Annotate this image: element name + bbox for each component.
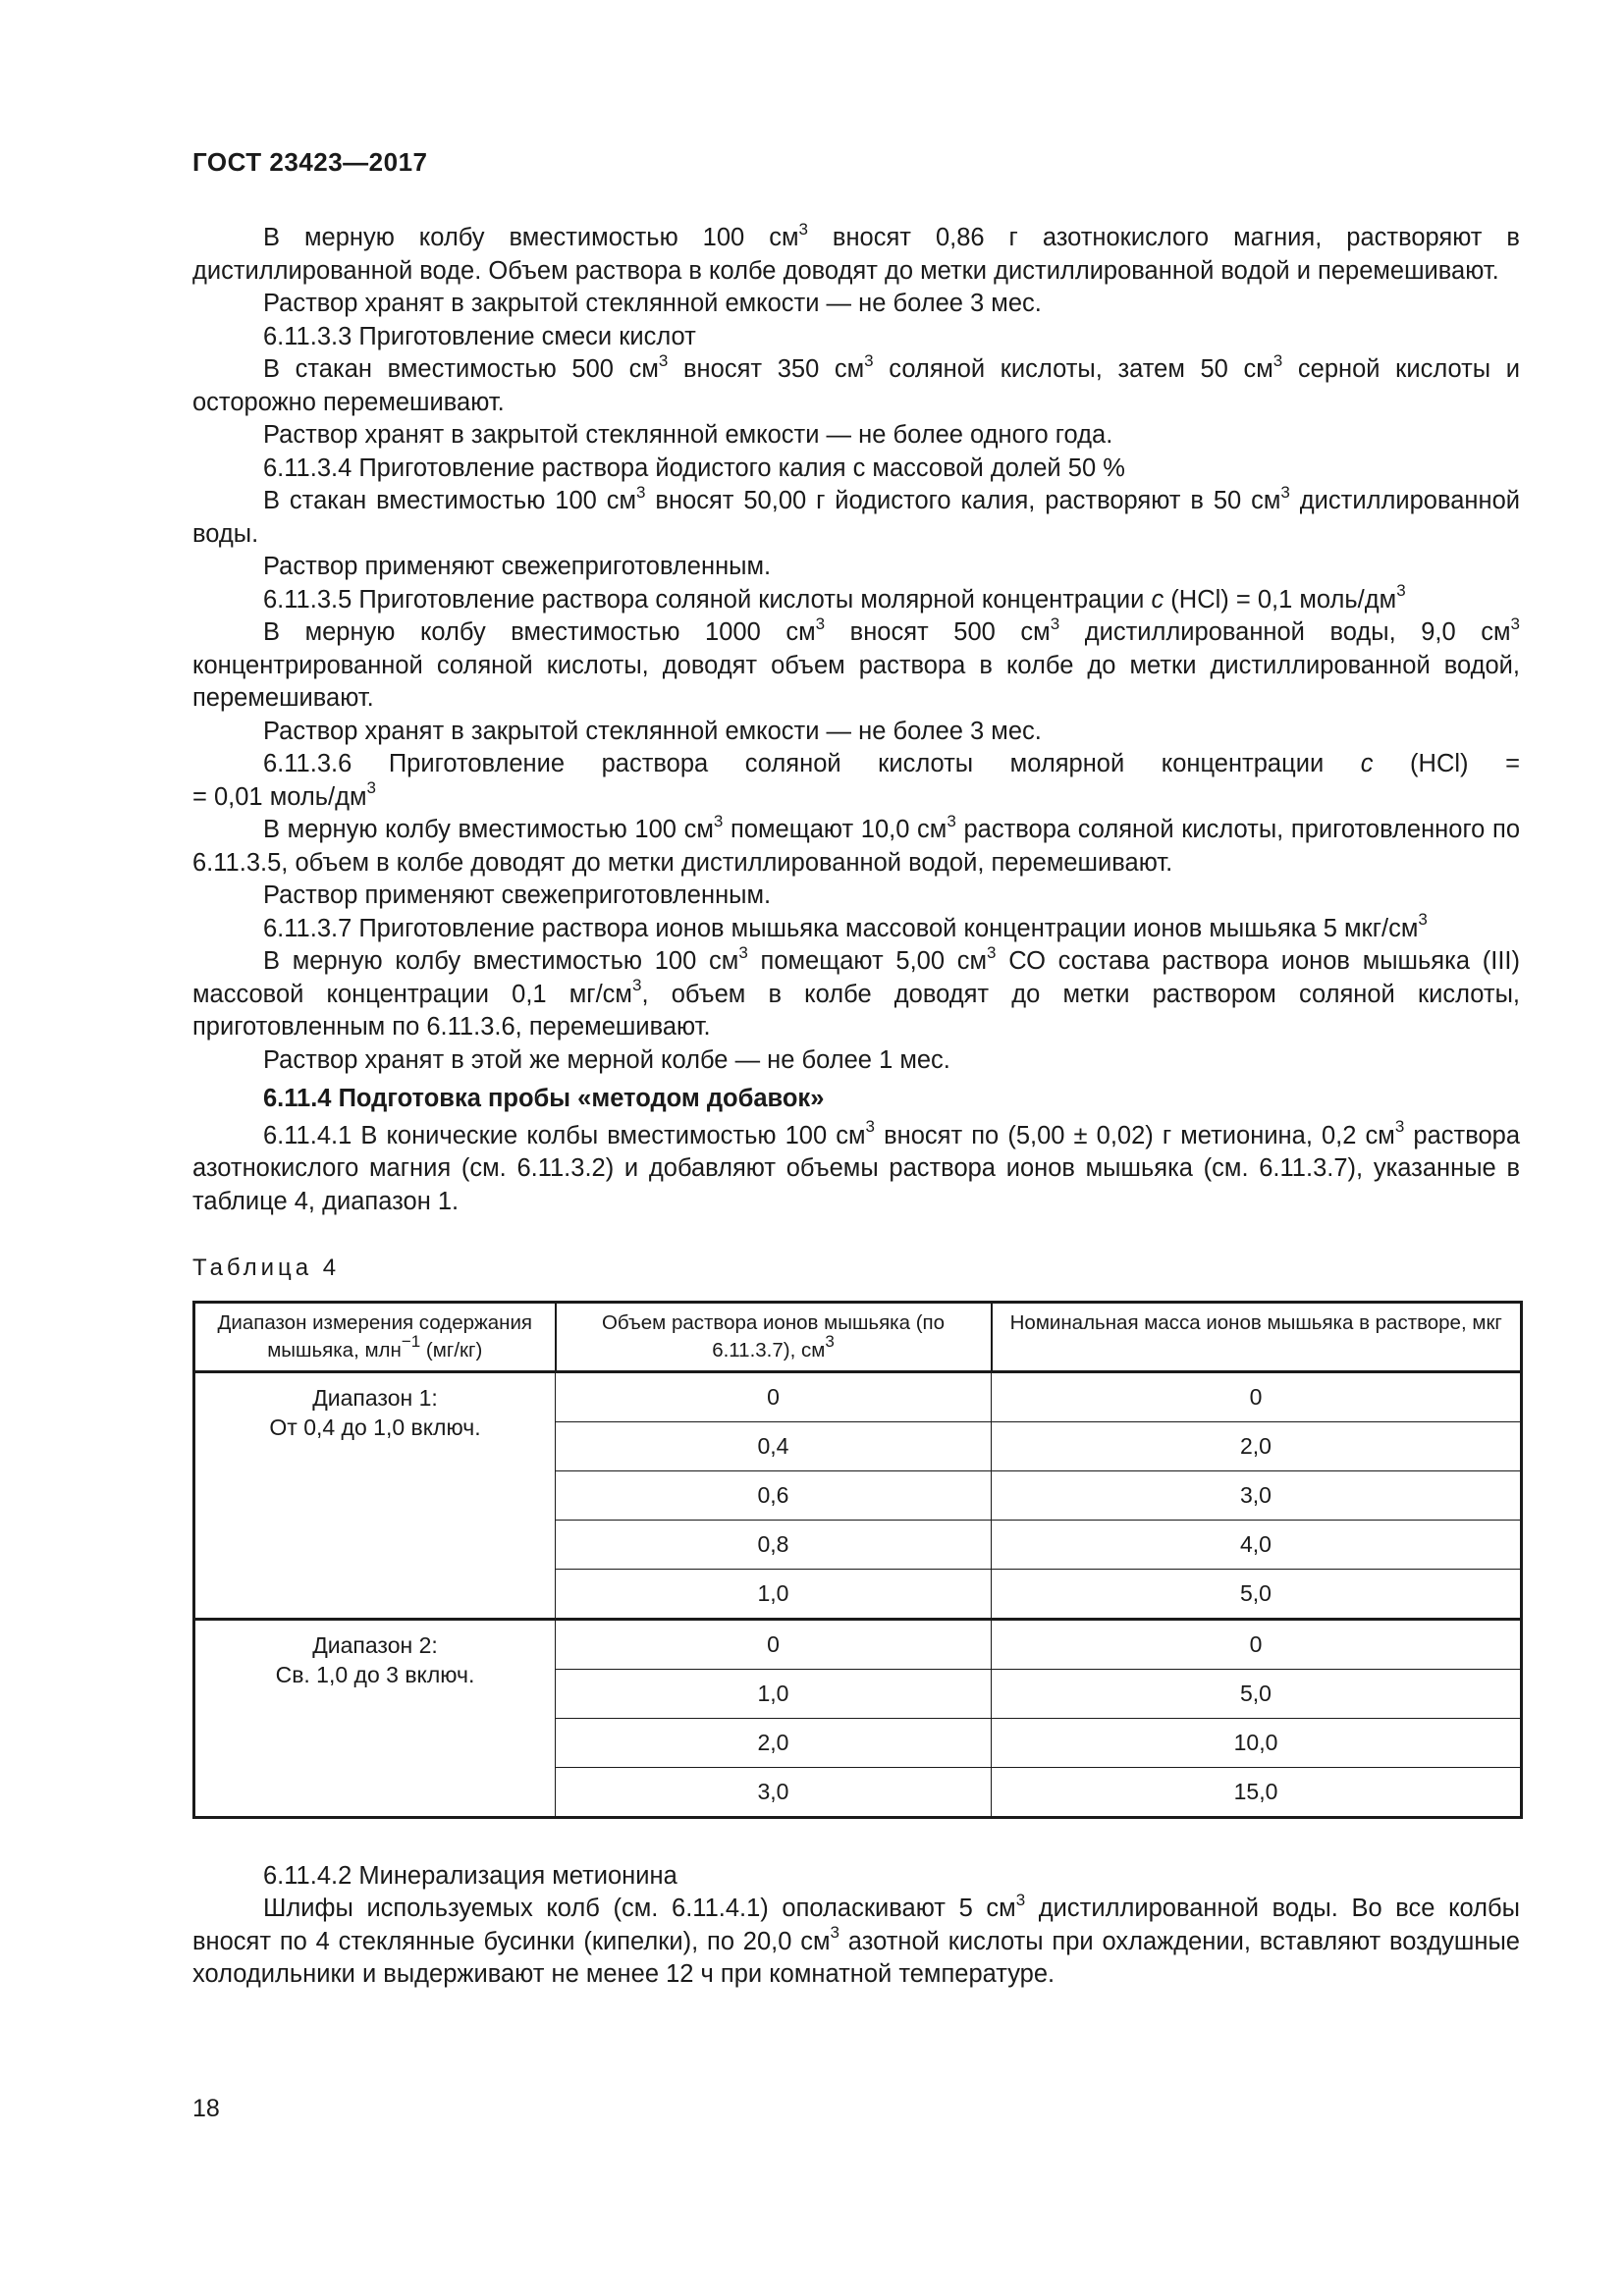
range-1-cell xyxy=(194,1371,556,1619)
clause-6-11-3-6: 6.11.3.6 Приготовление раствора соляной кислоты молярной концентрации c (HCl) = xyxy=(263,750,1520,777)
paragraph-hcl-01: В мерную колбу вместимостью 1000 $см^3$ вносят 500 $см^3$ дистиллированной воды, 9,0 $см^3$ концентрированной соляной кислоты, доводят объем раствора в колбе до метки дистиллированной водой, перемешивают. xyxy=(192,614,1520,712)
volume-cell: 0 xyxy=(556,1371,992,1421)
paragraph-magnesium-nitrate: В мерную колбу вместимостью 100 $см^3$ вносят 0,86 г азотнокислого магния, растворяют в дистиллированной воде. Объем раствора в колбе доводят до метки дистиллированной водой и перемешивают. xyxy=(192,219,1520,285)
clause-6-11-4-1: 6.11.4.1 В конические колбы вместимостью 100 $см^3$ вносят по (5,00 ± 0,02) г метионина, 0,2 $см^3$ раствора азотнокислого магния (см. 6.11.3.2) и добавляют объемы раствора ионов мышьяка (см. 6.11.3.7), указанные в таблице 4, диапазон 1. xyxy=(192,1117,1521,1215)
volume-cell: 2,0 xyxy=(556,1718,992,1767)
table-caption: Таблица 4 xyxy=(192,1255,341,1281)
mass-cell: 3,0 xyxy=(992,1470,1522,1520)
volume-cell: 3,0 xyxy=(556,1767,992,1817)
paragraph-storage-3: Раствор хранят в закрытой стеклянной емкости — не более 3 мес. xyxy=(263,717,1042,745)
paragraph-storage-4: Раствор хранят в этой же мерной колбе — не более 1 мес. xyxy=(263,1045,950,1074)
clause-6-11-4-2: 6.11.4.2 Минерализация метионина xyxy=(263,1861,677,1890)
mass-cell: 5,0 xyxy=(992,1669,1522,1718)
standard-header: ГОСТ 23423—2017 xyxy=(192,147,428,177)
mass-cell: 5,0 xyxy=(992,1569,1522,1619)
volume-cell: 0,8 xyxy=(556,1520,992,1569)
range-2-group xyxy=(194,1619,1522,1817)
mass-cell: 15,0 xyxy=(992,1767,1522,1817)
range-2-title: Диапазон 2: xyxy=(312,1631,438,1658)
volume-cell: 0,4 xyxy=(556,1421,992,1470)
paragraph-acid-mixture: В стакан вместимостью 500 $см^3$ вносят 350 $см^3$ соляной кислоты, затем 50 $см^3$ серной кислоты и осторожно перемешивают. xyxy=(192,350,1520,416)
paragraph-arsenic-solution: В мерную колбу вместимостью 100 $см^3$ помещают 5,00 $см^3$ СО состава раствора ионов мышьяка (III) массовой концентрации 0,1 $мг/см^3$, объем в колбе доводят до метки раствором соляной кислоты, приготовленным по 6.11.3.6, перемешивают. xyxy=(192,942,1520,1041)
range-1-desc: От 0,4 до 1,0 включ. xyxy=(269,1414,481,1440)
volume-cell: 1,0 xyxy=(556,1669,992,1718)
mass-cell: 0 xyxy=(992,1619,1522,1669)
clause-6-11-3-4: 6.11.3.4 Приготовление раствора йодистого калия с массовой долей 50 % xyxy=(263,454,1125,482)
clause-6-11-4-heading: 6.11.4 Подготовка пробы «методом добавок» xyxy=(263,1085,825,1112)
col-header-range: Диапазон измерения содержания мышьяка, млн$^{-1}$ (мг/кг) xyxy=(194,1302,556,1371)
range-1-title: Диапазон 1: xyxy=(312,1384,438,1411)
document-body xyxy=(192,219,1521,1992)
paragraph-storage-1: Раствор хранят в закрытой стеклянной емкости — не более 3 мес. xyxy=(263,290,1042,317)
mass-cell: 10,0 xyxy=(992,1718,1522,1767)
paragraph-fresh-2: Раствор применяют свежеприготовленным. xyxy=(263,881,772,909)
volume-cell: 0,6 xyxy=(556,1470,992,1520)
range-2-cell xyxy=(194,1619,556,1817)
paragraph-potassium-iodide: В стакан вместимостью 100 $см^3$ вносят 50,00 г йодистого калия, растворяют в 50 $см^3$ дистиллированной воды. xyxy=(192,482,1521,548)
range-2-desc: Св. 1,0 до 3 включ. xyxy=(275,1661,475,1687)
clause-6-11-3-3: 6.11.3.3 Приготовление смеси кислот xyxy=(263,322,696,350)
col-header-volume: Объем раствора ионов мышьяка (по 6.11.3.7), $см^3$ xyxy=(556,1302,992,1371)
paragraph-hcl-001: В мерную колбу вместимостью 100 $см^3$ помещают 10,0 $см^3$ раствора соляной кислоты, приготовленного по 6.11.3.5, объем в колбе доводят до метки дистиллированной водой, перемешивают. xyxy=(192,811,1521,877)
volume-cell: 1,0 xyxy=(556,1569,992,1619)
clause-6-11-3-7: 6.11.3.7 Приготовление раствора ионов мышьяка массовой концентрации ионов мышьяка 5 мкг/$см^3$ xyxy=(263,910,1428,942)
col-header-mass: Номинальная масса ионов мышьяка в растворе, мкг xyxy=(992,1302,1522,1371)
page-number: 18 xyxy=(192,2095,220,2122)
paragraph-fresh-1: Раствор применяют свежеприготовленным. xyxy=(263,553,772,580)
clause-6-11-3-5: 6.11.3.5 Приготовление раствора соляной кислоты молярной концентрации c (HCl) = 0,1 моль/$дм^3$ xyxy=(263,581,1406,614)
paragraph-mineralization: Шлифы используемых колб (см. 6.11.4.1) ополаскивают 5 $см^3$ дистиллированной воды. Во все колбы вносят по 4 стеклянные бусинки (кипелки), по 20,0 $см^3$ азотной кислоты при охлаждении, вставляют воздушные холодильники и выдерживают не менее 12 ч при комнатной температуре. xyxy=(192,1890,1520,1988)
range-1-group xyxy=(194,1371,1522,1619)
table-row xyxy=(194,1371,1522,1421)
paragraph-storage-2: Раствор хранят в закрытой стеклянной емкости — не более одного года. xyxy=(263,421,1113,449)
table-header-row xyxy=(194,1302,1522,1371)
clause-6-11-3-6-cont: = 0,01 моль/$дм^3$ xyxy=(192,778,376,811)
table-row xyxy=(194,1619,1522,1669)
mass-cell: 4,0 xyxy=(992,1520,1522,1569)
table-4 xyxy=(192,1301,1523,1819)
mass-cell: 2,0 xyxy=(992,1421,1522,1470)
volume-cell: 0 xyxy=(556,1619,992,1669)
mass-cell: 0 xyxy=(992,1371,1522,1421)
